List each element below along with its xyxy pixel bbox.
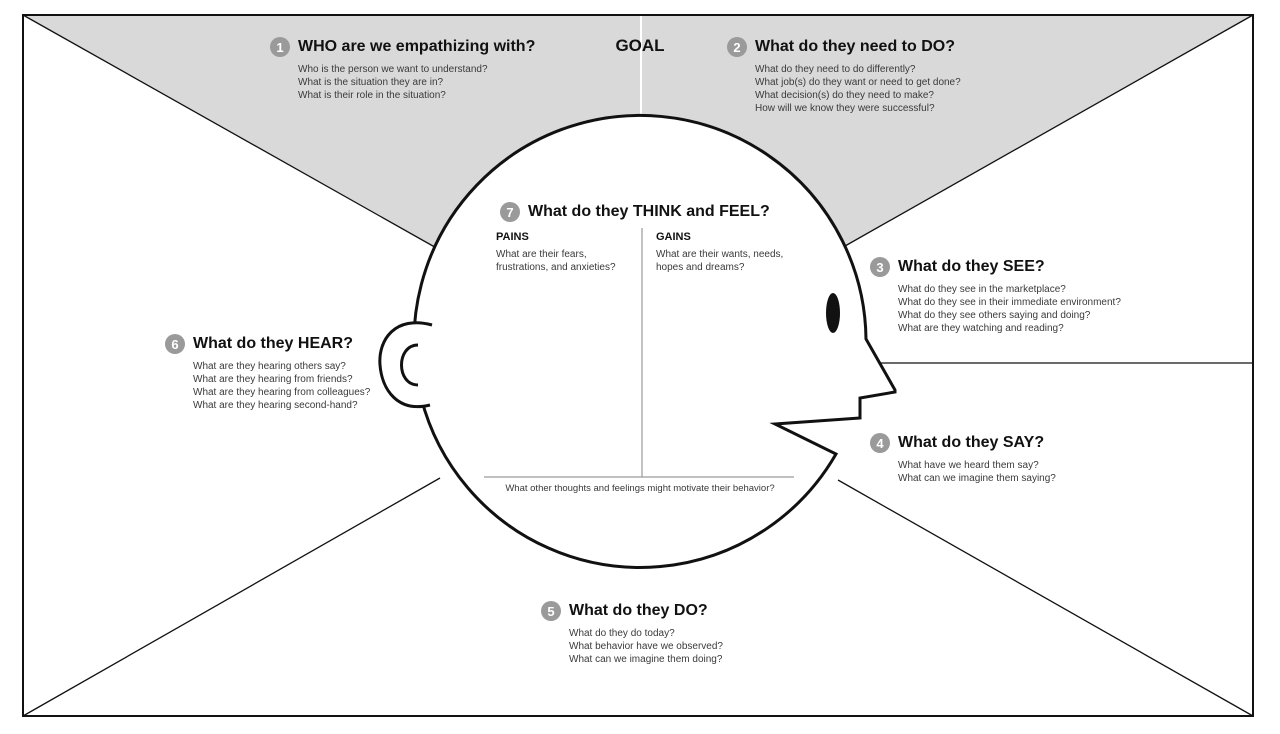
question-item: What are they hearing from colleagues? [193,387,371,398]
question-item: What are they hearing second-hand? [193,400,358,411]
gains-label: GAINS [656,231,691,243]
pains-question: What are their fears, frustrations, and anxieties? [496,249,616,273]
question-item: What do they see in their immediate environment? [898,297,1121,308]
question-item: What can we imagine them doing? [569,654,723,665]
question-item: What do they see in the marketplace? [898,284,1066,295]
divider-lower-right [838,480,1253,716]
question-list [298,63,535,102]
section-number-badge: 6 [165,334,185,354]
pains-label: PAINS [496,231,529,243]
section-do-need [727,37,961,115]
question-item: What are they watching and reading? [898,323,1064,334]
section-title: WHO are we empathizing with? [298,38,536,55]
section-title: What do they DO? [569,602,708,619]
section-who [270,37,535,102]
section-number-badge: 1 [270,37,290,57]
section-think-feel [500,202,770,222]
question-item: What is the situation they are in? [298,77,444,88]
question-item: Who is the person we want to understand? [298,64,488,75]
section-say [870,433,1056,485]
question-item: What are they hearing others say? [193,361,346,372]
section-hear [165,334,370,412]
section-title: What do they HEAR? [193,335,353,352]
section-title: What do they SEE? [898,258,1045,275]
question-list [193,360,370,412]
question-item: What is their role in the situation? [298,90,446,101]
think-feel-footer: What other thoughts and feelings might motivate their behavior? [505,483,775,494]
question-item: How will we know they were successful? [755,103,935,114]
question-list [569,627,723,666]
section-number-badge: 2 [727,37,747,57]
question-item: What do they do today? [569,628,675,639]
gains-question: What are their wants, needs, hopes and dreams? [656,249,784,273]
question-item: What have we heard them say? [898,460,1039,471]
section-number-badge: 5 [541,601,561,621]
question-list [755,63,961,115]
question-item: What do they see others saying and doing? [898,310,1091,321]
divider-lower-left [23,478,440,716]
question-item: What can we imagine them saying? [898,473,1056,484]
question-item: What decision(s) do they need to make? [755,90,934,101]
question-item: What are they hearing from friends? [193,374,353,385]
section-see [870,257,1121,335]
eye [826,293,840,333]
ear-outer [380,323,432,407]
question-list [898,459,1056,485]
question-item: What behavior have we observed? [569,641,723,652]
question-item: What do they need to do differently? [755,64,916,75]
section-do [541,601,723,666]
section-title: What do they THINK and FEEL? [528,203,770,220]
section-number-badge: 7 [500,202,520,222]
question-list [898,283,1121,335]
goal-label: GOAL [615,36,665,55]
section-number-badge: 4 [870,433,890,453]
section-title: What do they SAY? [898,434,1045,451]
section-number-badge: 3 [870,257,890,277]
question-item: What job(s) do they want or need to get done? [755,77,961,88]
section-title: What do they need to DO? [755,38,955,55]
